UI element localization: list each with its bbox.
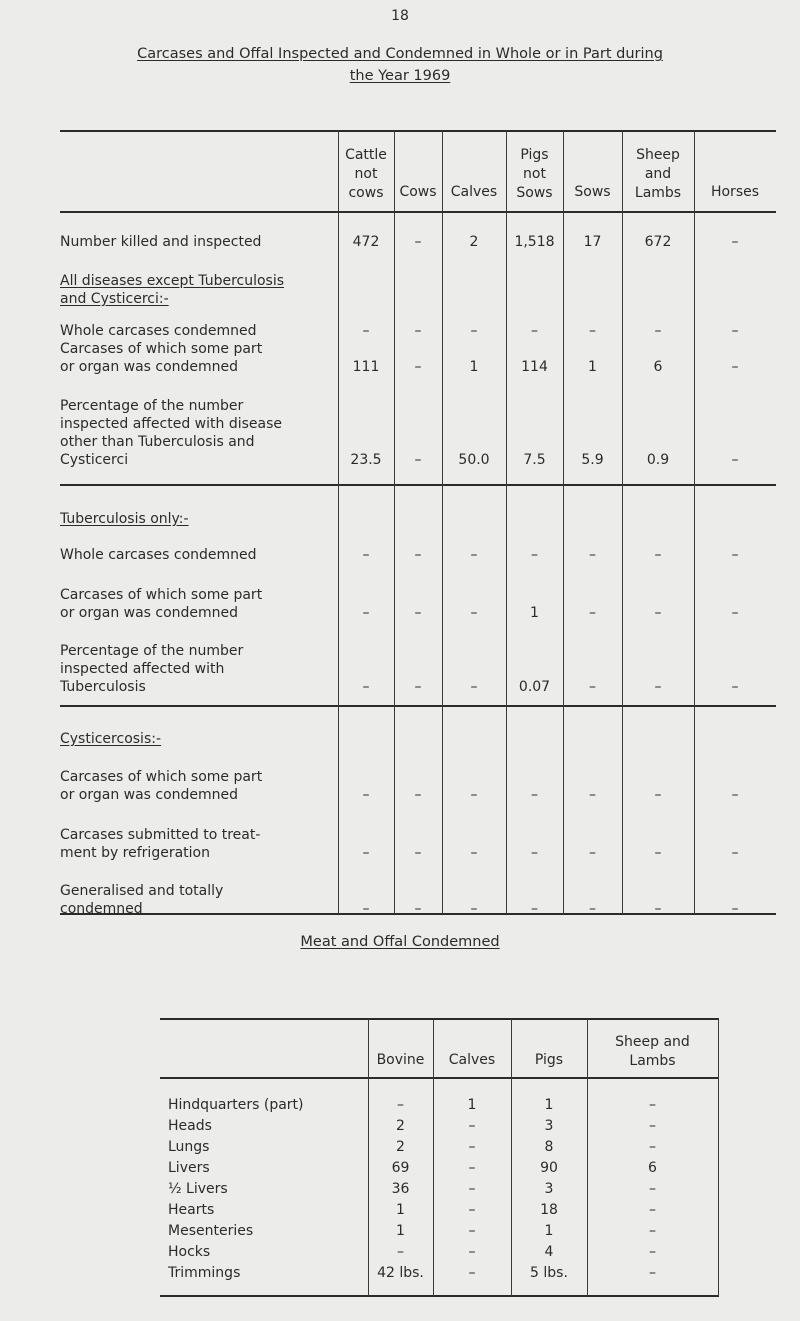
table2-cell: – [468,1244,476,1260]
table-cell: 1 [469,359,479,375]
table2-cell: 1 [544,1223,554,1239]
table-cell: – [414,547,422,563]
table-cell: – [654,679,662,695]
table-cell: – [414,234,422,250]
table2-row-label: ½ Livers [168,1181,228,1197]
table2-cell: – [468,1160,476,1176]
row-label-tb-part: Carcases of which some part [60,587,263,603]
section-heading-tuberculosis: Tuberculosis only:- [60,511,189,527]
table-cell: – [362,845,370,861]
table2-cell: 1 [544,1097,554,1113]
table2-cell: – [649,1223,656,1239]
table2-cell: 90 [540,1160,558,1176]
col-header-cows: Cows [399,184,437,200]
col-header-cattle: Cattle not cows [345,147,387,201]
col-header-sheep: Sheep and Lambs [634,147,682,201]
row-label-refrigeration-line2: ment by refrigeration [60,845,210,861]
table-cell: – [362,787,370,803]
table2-cell: 5 lbs. [530,1265,568,1281]
table2-row-label: Livers [168,1160,210,1176]
table-cell: – [589,901,596,917]
table-cell: – [414,901,422,917]
table-cell: – [731,359,739,375]
table-cell: – [362,605,370,621]
table-cell: – [731,323,739,339]
table2-row-label: Hocks [168,1244,211,1260]
table-cell: 114 [521,359,548,375]
table-cell: – [654,845,662,861]
table-cell: – [531,787,538,803]
table-cell: – [589,547,596,563]
table1-header-rule [60,211,776,213]
table-cell: – [470,323,478,339]
table2-cell: 18 [540,1202,558,1218]
row-label-percentage: Percentage of the number [60,398,244,414]
table1-top-rule [60,130,776,132]
table2-cell: – [649,1097,656,1113]
table2-cell: 2 [396,1139,405,1155]
table-cell: – [470,787,478,803]
table-cell: – [589,323,596,339]
table-cell: – [731,547,739,563]
table2-row-label: Trimmings [168,1265,241,1281]
table2-cell: 69 [391,1160,410,1176]
col-header-sows: Sows [574,184,611,200]
table-cell: – [470,845,478,861]
table-cell: – [470,605,478,621]
table2-cell: – [649,1265,656,1281]
table1-section1-rule [60,484,776,486]
table2-cell: – [397,1244,404,1260]
row-label-number-killed: Number killed and inspected [60,234,262,250]
table-cell: 1 [530,605,539,621]
row-label-part-condemned: Carcases of which some part [60,341,263,357]
table-cell: – [731,679,739,695]
col-header-sheep-lambs: Sheep and Lambs [615,1034,690,1069]
table2-cell: – [468,1139,476,1155]
table2-cell: 4 [544,1244,554,1260]
table-cell: – [589,679,596,695]
table-cell: – [362,679,370,695]
table-cell: 6 [653,359,663,375]
table-cell: 17 [583,234,602,250]
table2-cell: – [649,1118,656,1134]
table2-cell: – [468,1223,476,1239]
table-cell: – [654,605,662,621]
table2-cell: – [649,1139,656,1155]
section-heading-all-diseases-line2: and Cysticerci:- [60,291,169,307]
table2-cell: 36 [391,1181,410,1197]
table-cell: 7.5 [523,452,546,468]
section-heading-cysticercosis: Cysticercosis:- [60,731,162,747]
table2-cell: – [649,1181,656,1197]
table-cell: – [531,901,538,917]
table-cell: 1,518 [514,234,555,250]
table-cell: – [654,787,662,803]
table-cell: 1 [588,359,597,375]
row-label-whole-condemned: Whole carcases condemned [60,323,257,339]
table-cell: – [654,323,662,339]
row-label-cyst-part-line2: or organ was condemned [60,787,239,803]
table-cell: 472 [352,234,380,250]
table-cell: – [414,605,422,621]
row-label-refrigeration: Carcases submitted to treat- [60,827,261,843]
table2-row-label: Hindquarters (part) [168,1097,304,1113]
table-cell: – [414,323,422,339]
table-cell: 23.5 [350,452,382,468]
section-heading-all-diseases: All diseases except Tuberculosis [60,273,285,289]
table-cell: 5.9 [581,452,604,468]
col-header-pigs: Pigs [534,1052,564,1068]
table-cell: – [362,323,370,339]
table2-cell: 2 [396,1118,405,1134]
row-label-generalised: Generalised and totally [60,883,224,899]
table-cell: – [414,679,422,695]
table2-row-label: Mesenteries [168,1223,254,1239]
row-label-part-condemned-line2: or organ was condemned [60,359,239,375]
table-cell: – [589,845,596,861]
table-cell: – [589,605,596,621]
col-header-bovine: Bovine [376,1052,425,1068]
table-cell: 0.07 [518,679,551,695]
table-cell: – [731,787,739,803]
table-cell: – [731,605,739,621]
col-header-calves: Calves [448,1052,496,1068]
table2-cell: – [468,1181,476,1197]
table2-bottom-rule [160,1295,719,1297]
table-cell: – [589,787,596,803]
row-label-tb-part-line2: or organ was condemned [60,605,239,621]
table2-cell: 42 lbs. [377,1265,424,1281]
page-number: 18 [391,8,409,24]
table-cell: – [531,547,538,563]
table-cell: 0.9 [646,452,670,468]
table-cell: 50.0 [458,452,490,468]
table-cell: – [470,547,478,563]
table-cell: – [731,845,739,861]
table-cell: – [414,787,422,803]
table-cell: – [414,845,422,861]
table2-cell: – [468,1202,476,1218]
row-label-generalised-line2: condemned [60,901,143,917]
table-cell: – [654,547,662,563]
table-cell: – [414,452,422,468]
table1-section2-rule [60,705,776,707]
table-cell: 2 [469,234,479,250]
table2-top-rule [160,1018,719,1020]
table2-cell: 3 [544,1118,554,1134]
table2-row-label: Heads [168,1118,212,1134]
table2-cell: – [468,1265,476,1281]
table2-row-label: Lungs [168,1139,210,1155]
col-header-pigs: Pigs not Sows [516,147,553,201]
table-cell: – [470,679,478,695]
table2-cell: 1 [467,1097,477,1113]
row-label-percentage-line3: other than Tuberculosis and [60,434,255,450]
table2-cell: – [397,1097,404,1113]
page-title-line1: Carcases and Offal Inspected and Condemned in Whole or in Part during [137,46,663,62]
table2-cell: – [468,1118,476,1134]
table-cell: – [531,323,538,339]
table2-title: Meat and Offal Condemned [300,934,500,950]
table-cell: – [414,359,422,375]
table2-header-rule [160,1077,719,1079]
table2-cell: 6 [648,1160,657,1176]
table2-cell: 1 [396,1202,405,1218]
col-header-horses: Horses [710,184,760,200]
table-cell: 672 [644,234,672,250]
row-label-tb-percentage: Percentage of the number [60,643,244,659]
row-label-tb-percentage-line2: inspected affected with [60,661,225,677]
page-title-line2: the Year 1969 [349,68,451,84]
table-cell: – [731,452,739,468]
table2-col-divider [718,1019,719,1296]
table-cell: – [531,845,538,861]
row-label-percentage-line2: inspected affected with disease [60,416,282,432]
table-cell: – [731,234,739,250]
row-label-percentage-line4: Cysticerci [60,452,129,468]
table2-cell: – [649,1244,656,1260]
table-cell: – [362,901,370,917]
table2-cell: 8 [544,1139,554,1155]
col-header-calves: Calves [450,184,498,200]
table2-cell: 3 [544,1181,554,1197]
row-label-tb-whole: Whole carcases condemned [60,547,257,563]
table2-cell: – [649,1202,656,1218]
row-label-tb-percentage-line3: Tuberculosis [60,679,146,695]
table-cell: 111 [352,359,380,375]
table2-cell: 1 [396,1223,405,1239]
table2-row-label: Hearts [168,1202,215,1218]
table-cell: – [470,901,478,917]
table-cell: – [654,901,662,917]
row-label-cyst-part: Carcases of which some part [60,769,263,785]
table-cell: – [362,547,370,563]
table-cell: – [731,901,739,917]
